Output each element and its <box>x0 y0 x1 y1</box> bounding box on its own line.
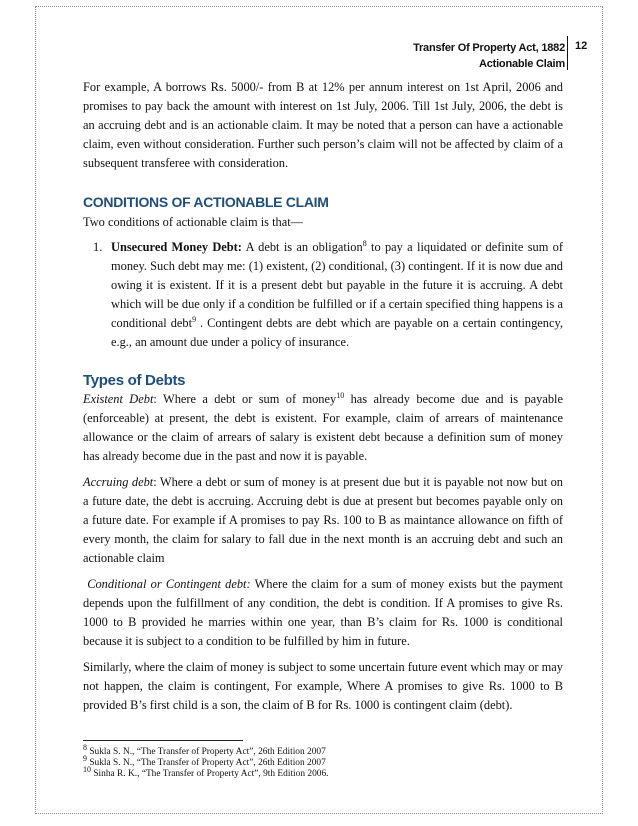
paragraph-text: : Where a debt or sum of money <box>153 392 337 406</box>
footnote-ref: 9 <box>192 314 197 324</box>
accruing-debt-paragraph <box>83 473 563 568</box>
paragraph-text: Where the claim for a sum of money exists but the payment depends upon the fulfillment of any condition, the debt is condition. If A promises to give Rs. 1000 to B provided he marries within one year, than B’s claim for Rs. 1000 is conditional because it is subject to a condition to be fulfilled by him in future. <box>83 577 564 648</box>
page-number: 12 <box>575 40 588 52</box>
footnote-number: 8 <box>83 742 87 752</box>
intro-paragraph: For example, A borrows Rs. 5000/- from B at 12% per annum interest on 1st April, 2006 and promises to pay back the amount with interest on 1st July, 2006. Till 1st July, 2006, the debt is an accruing debt and is an actionable claim. It may be noted that a person can have a actionable claim, even without consideration. Further such person’s claim will not be affected by claim of a subsequent transferee with consideration. <box>83 80 563 170</box>
types-heading: Types of Debts <box>83 372 186 389</box>
page-body <box>83 78 563 780</box>
footnote-separator <box>83 740 243 741</box>
conditions-heading: CONDITIONS OF ACTIONABLE CLAIM <box>83 194 329 210</box>
existent-debt-paragraph <box>83 390 563 466</box>
footnote-number: 10 <box>83 764 91 774</box>
footnote-text: Sukla S. N., “The Transfer of Property Act”, 26th Edition 2007 <box>87 747 326 757</box>
existent-debt-term: Existent Debt <box>83 392 154 406</box>
conditions-list <box>83 238 563 352</box>
conditions-intro: Two conditions of actionable claim is that— <box>83 215 304 229</box>
footnote <box>83 753 563 769</box>
header-title: Transfer Of Property Act, 1882 <box>413 42 565 54</box>
paragraph-text: : Where a debt or sum of money is at present due but it is payable not now but on a future date, the debt is accruing. Accruing debt is due at present but becomes payable only on a future date. For example if A promises to pay Rs. 100 to B as maintance allowance on fifth of every month, the claim for salary to fall due in the next month is an accruing debt and such an actionable claim <box>83 475 563 565</box>
footnote <box>83 764 563 780</box>
list-item-text: to pay a liquidated or definite sum of money. Such debt may me: (1) existent, (2) conditional, (3) contingent. If it is now due and owing it is existent. If it is a present debt but payable in the future it is accruing. A debt which will be due only if a condition be fulfilled or if a certain specified thing happens is a conditional debt <box>111 240 563 330</box>
footnote-text: Sinha R. K., “The Transfer of Property Act”, 9th Edition 2006. <box>91 769 329 779</box>
footnote <box>83 742 563 758</box>
list-item <box>83 238 563 352</box>
conditional-debt-term: Conditional or Contingent debt: <box>87 577 251 591</box>
paragraph-text: has already become due and is payable (enforceable) at present, the debt is existent. For example, claim of arrears of maintenance allowance or the claim of arrears of salary is existent debt because a definition sum of money has already become due in the past and now it is payable. <box>83 392 563 463</box>
footnote-ref: 10 <box>336 390 345 400</box>
accruing-debt-term: Accruing debt <box>83 475 154 489</box>
list-item-text: . Contingent debts are debt which are payable on a certain contingency, e.g., an amount due under a policy of insurance. <box>111 316 563 349</box>
running-header <box>413 40 565 72</box>
footnote-text: Sukla S. N., “The Transfer of Property Act”, 26th Edition 2007 <box>87 758 326 768</box>
list-item-text: A debt is an obligation <box>241 240 363 254</box>
header-divider <box>567 36 568 70</box>
header-subtitle: Actionable Claim <box>478 58 565 70</box>
conditional-debt-paragraph <box>83 575 563 651</box>
footnote-ref: 8 <box>362 238 367 248</box>
list-item-term: Unsecured Money Debt: <box>111 240 242 254</box>
footnote-number: 9 <box>83 753 87 763</box>
similarly-paragraph: Similarly, where the claim of money is subject to some uncertain future event which may or may not happen, the claim is contingent, For example, Where A promises to give Rs. 1000 to B provided B’s first child is a son, the claim of B for Rs. 1000 is contingent claim (debt). <box>83 660 563 712</box>
list-item-number: 1. <box>93 240 103 254</box>
